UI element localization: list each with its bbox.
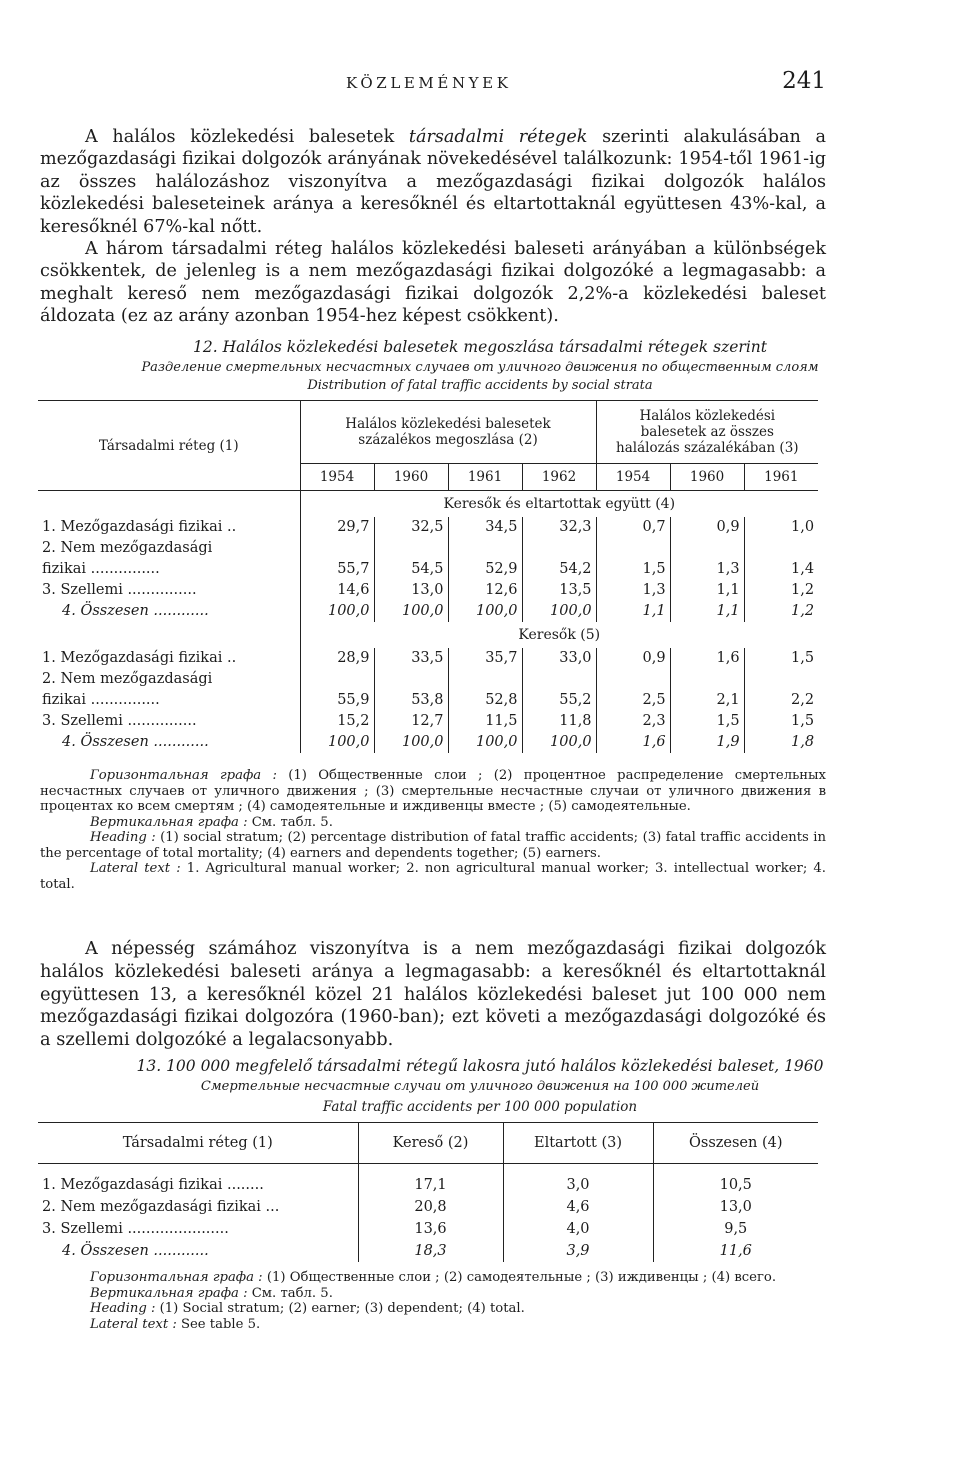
t12-cell: 32,3: [522, 517, 596, 538]
t12-data-row: [38, 517, 818, 538]
t13-cell: 3,9: [503, 1240, 653, 1262]
t12-data-row: [38, 601, 818, 622]
table12-title-ru: Разделение смертельных несчастных случаев от уличного движения по общественным слоям: [141, 360, 819, 375]
paragraph-3: A népesség számához viszonyítva is a nem mezőgazdasági fizikai dolgozók halálos közlekedési baleseti aránya a legmagasabb: a keresőknél és eltartottaknál együttesen 13, a keresőknél közel 21 halálos közlekedési baleset jut 100 000 nem mezőgazdasági fizikai dolgozóra (1960-ban); ezt követi a mezőgazdasági dolgozóké és a szellemi dolgozóké a legalacsonyabb.: [40, 938, 826, 1051]
t12-cell: 1,6: [596, 732, 670, 753]
t12-cell: 2,1: [670, 690, 744, 711]
t12-row-label: 2. Nem mezőgazdasági: [42, 671, 213, 687]
t12-header-distribution: Halálos közlekedési balesetek százalékos megoszlása (2): [300, 401, 596, 464]
t12-cell: 35,7: [448, 648, 522, 669]
t12-section-label: Keresők és eltartottak együtt (4): [300, 491, 818, 518]
table13-title-ru: Смертельные несчастные случаи от уличного движения на 100 000 жителей: [200, 1079, 760, 1094]
t12-cell: 12,7: [374, 711, 448, 732]
t13-data-row: [38, 1218, 818, 1240]
t12-cell: 53,8: [374, 690, 448, 711]
t12-cell: 2,3: [596, 711, 670, 732]
t13-col-header-0: Társadalmi réteg (1): [122, 1135, 273, 1151]
t13-data-row: [38, 1196, 818, 1218]
t13-data-row: [38, 1240, 818, 1262]
table12-notes: Горизонтальная графа : (1) Общественные слои ; (2) процентное распределение смертельных несчастных случаев от уличного движения ; (3) смертельные несчастные случаи от уличного движения в процентах ко всем смертям ; (4) самодеятельные и иждивенцы вместе ; (5) самодеятельные. Вертикальная графа : См. табл. 5. Heading : (1) social stratum; (2) percentage distribution of fatal traffic accidents; (3) fatal traffic accidents in the percentage of total mortality; (4) earners and dependents together; (5) earners. Lateral text : 1. Agricultural manual worker; 2. non agricultural manual worker; 3. intellectual worker; 4. total.: [40, 768, 826, 892]
table-13: [38, 1122, 818, 1262]
t12-year-1: 1960: [374, 464, 448, 491]
t12-cell: 0,7: [596, 517, 670, 538]
t12-cell: 1,5: [744, 648, 818, 669]
table13-title-en: Fatal traffic accidents per 100 000 population: [322, 1099, 638, 1115]
t12-data-row: [38, 648, 818, 669]
t12-data-row: [38, 580, 818, 601]
table13-title-hu: 13. 100 000 megfelelő társadalmi rétegű lakosra jutó halálos közlekedési baleset, 1960: [136, 1057, 824, 1075]
t12-cell: 1,9: [670, 732, 744, 753]
table13-notes: Горизонтальная графа : (1) Общественные слои ; (2) самодеятельные ; (3) иждивенцы ; (4) всего. Вертикальная графа : См. табл. 5. Heading : (1) Social stratum; (2) earner; (3) dependent; (4) total. Lateral text : See table 5.: [90, 1270, 777, 1332]
t12-cell: 14,6: [300, 580, 374, 601]
t12-header-mortality: Halálos közlekedési balesetek az összes halálozás százalékában (3): [596, 401, 818, 464]
t13-cell: 20,8: [358, 1196, 503, 1218]
t12-cell: 12,6: [448, 580, 522, 601]
t12-cell: 1,2: [744, 601, 818, 622]
t13-cell: 17,1: [358, 1174, 503, 1196]
running-title: KÖZLEMÉNYEK: [346, 74, 512, 92]
t12-cell: 13,0: [374, 580, 448, 601]
t12-data-row: [38, 559, 818, 580]
t12-cell: 15,2: [300, 711, 374, 732]
t12-row-label: 3. Szellemi ...............: [42, 713, 197, 729]
t12-cell: 100,0: [300, 732, 374, 753]
t13-row-label: 4. Összesen ............: [62, 1243, 209, 1259]
t13-cell: 9,5: [653, 1218, 818, 1240]
t12-cell: 1,1: [596, 601, 670, 622]
t12-cell: 13,5: [522, 580, 596, 601]
t12-cell: 54,2: [522, 559, 596, 580]
t12-row-label-line: [38, 669, 818, 690]
t13-row-label: 3. Szellemi ......................: [42, 1221, 229, 1237]
t12-year-5: 1960: [670, 464, 744, 491]
t12-cell: 29,7: [300, 517, 374, 538]
t12-row-label: 2. Nem mezőgazdasági: [42, 540, 213, 556]
t12-cell: 55,9: [300, 690, 374, 711]
t12-cell: 55,2: [522, 690, 596, 711]
t12-cell: 52,8: [448, 690, 522, 711]
t12-cell: 2,5: [596, 690, 670, 711]
t12-cell: 100,0: [374, 601, 448, 622]
t12-cell: 1,1: [670, 580, 744, 601]
t12-year-4: 1954: [596, 464, 670, 491]
t13-col-header-2: Eltartott (3): [503, 1123, 653, 1164]
page-header: [0, 70, 960, 100]
t12-data-row: [38, 690, 818, 711]
t12-data-row: [38, 711, 818, 732]
t12-cell: 1,0: [744, 517, 818, 538]
t12-cell: 1,6: [670, 648, 744, 669]
t12-year-0: 1954: [300, 464, 374, 491]
t13-row-label: 1. Mezőgazdasági fizikai ........: [42, 1177, 264, 1193]
t12-cell: 1,3: [596, 580, 670, 601]
t12-row-label: fizikai ...............: [42, 561, 160, 577]
t12-section-row: [38, 491, 818, 518]
t13-cell: 4,0: [503, 1218, 653, 1240]
t12-cell: 33,5: [374, 648, 448, 669]
t12-cell: 1,4: [744, 559, 818, 580]
t12-cell: 32,5: [374, 517, 448, 538]
t12-row-label: 3. Szellemi ...............: [42, 582, 197, 598]
t12-year-6: 1961: [744, 464, 818, 491]
t13-header-row: [38, 1123, 818, 1164]
paragraph-1: A halálos közlekedési balesetek társadalmi rétegek szerinti alakulásában a mezőgazdasági fizikai dolgozók arányának növekedésével találkozunk: 1954-től 1961-ig az összes halálozáshoz viszonyítva a mezőgazdasági fizikai dolgozók halálos közlekedési baleseteinek aránya a keresőknél és eltartottaknál együttesen 43%-kal, a keresőknél 67%-kal nőtt. A három társadalmi réteg halálos közlekedési baleseti arányában a különbségek csökkentek, de jelenleg is a nem mezőgazdasági fizikai dolgozóké a legmagasabb: a meghalt kereső nem mezőgazdasági fizikai dolgozók 2,2%-a közlekedési baleset áldozata (ez az arány azonban 1954-hez képest csökkent).: [40, 127, 826, 327]
t12-row-label: fizikai ...............: [42, 692, 160, 708]
t13-col-header-3: Összesen (4): [653, 1123, 818, 1164]
t12-year-3: 1962: [522, 464, 596, 491]
t12-cell: 1,5: [670, 711, 744, 732]
t12-section-label: Keresők (5): [300, 622, 818, 648]
t12-cell: 54,5: [374, 559, 448, 580]
t12-cell: 0,9: [670, 517, 744, 538]
t12-cell: 1,5: [596, 559, 670, 580]
t13-row-label: 2. Nem mezőgazdasági fizikai ...: [42, 1199, 280, 1215]
t12-cell: 11,5: [448, 711, 522, 732]
t12-cell: 28,9: [300, 648, 374, 669]
paragraph-2: A három társadalmi réteg halálos közlekedési baleseti arányában a különbségek csökkentek, de jelenleg is a nem mezőgazdasági fizikai dolgozóké a legmagasabb: a meghalt kereső nem mezőgazdasági fizikai dolgozók 2,2%-a közlekedési baleset áldozata (ez az arány azonban 1954-hez képest csökkent).: [40, 239, 826, 327]
t12-cell: 1,3: [670, 559, 744, 580]
t12-cell: 1,1: [670, 601, 744, 622]
t12-cell: 34,5: [448, 517, 522, 538]
t13-cell: 3,0: [503, 1174, 653, 1196]
t12-cell: 1,2: [744, 580, 818, 601]
t13-cell: 13,0: [653, 1196, 818, 1218]
t12-row-label: 1. Mezőgazdasági fizikai ..: [42, 519, 237, 535]
t13-cell: 11,6: [653, 1240, 818, 1262]
t12-cell: 100,0: [300, 601, 374, 622]
t12-row-label: 4. Összesen ............: [62, 603, 209, 619]
t12-cell: 100,0: [374, 732, 448, 753]
t12-cell: 100,0: [522, 732, 596, 753]
t12-col-header-stratum: Társadalmi réteg (1): [38, 401, 300, 491]
t12-cell: 100,0: [448, 732, 522, 753]
t12-cell: 33,0: [522, 648, 596, 669]
t12-year-2: 1961: [448, 464, 522, 491]
t12-cell: 100,0: [522, 601, 596, 622]
table12-title-hu: 12. Halálos közlekedési balesetek megoszlása társadalmi rétegek szerint: [193, 338, 767, 356]
t12-row-label-line: [38, 538, 818, 559]
t12-cell: 2,2: [744, 690, 818, 711]
t12-cell: 1,5: [744, 711, 818, 732]
page-number: 241: [782, 68, 826, 94]
t12-cell: 11,8: [522, 711, 596, 732]
t12-row-label: 4. Összesen ............: [62, 734, 209, 750]
t12-cell: 1,8: [744, 732, 818, 753]
t12-cell: 55,7: [300, 559, 374, 580]
t13-cell: 13,6: [358, 1218, 503, 1240]
t12-cell: 0,9: [596, 648, 670, 669]
t13-cell: 10,5: [653, 1174, 818, 1196]
t12-cell: 52,9: [448, 559, 522, 580]
t12-section-row: [38, 622, 818, 648]
t13-data-row: [38, 1174, 818, 1196]
table12-title-en: Distribution of fatal traffic accidents by social strata: [307, 378, 653, 393]
t13-col-header-1: Kereső (2): [358, 1123, 503, 1164]
t12-data-row: [38, 732, 818, 753]
t13-cell: 18,3: [358, 1240, 503, 1262]
t12-row-label: 1. Mezőgazdasági fizikai ..: [42, 650, 237, 666]
t12-cell: 100,0: [448, 601, 522, 622]
t13-cell: 4,6: [503, 1196, 653, 1218]
table-12: [38, 400, 818, 753]
